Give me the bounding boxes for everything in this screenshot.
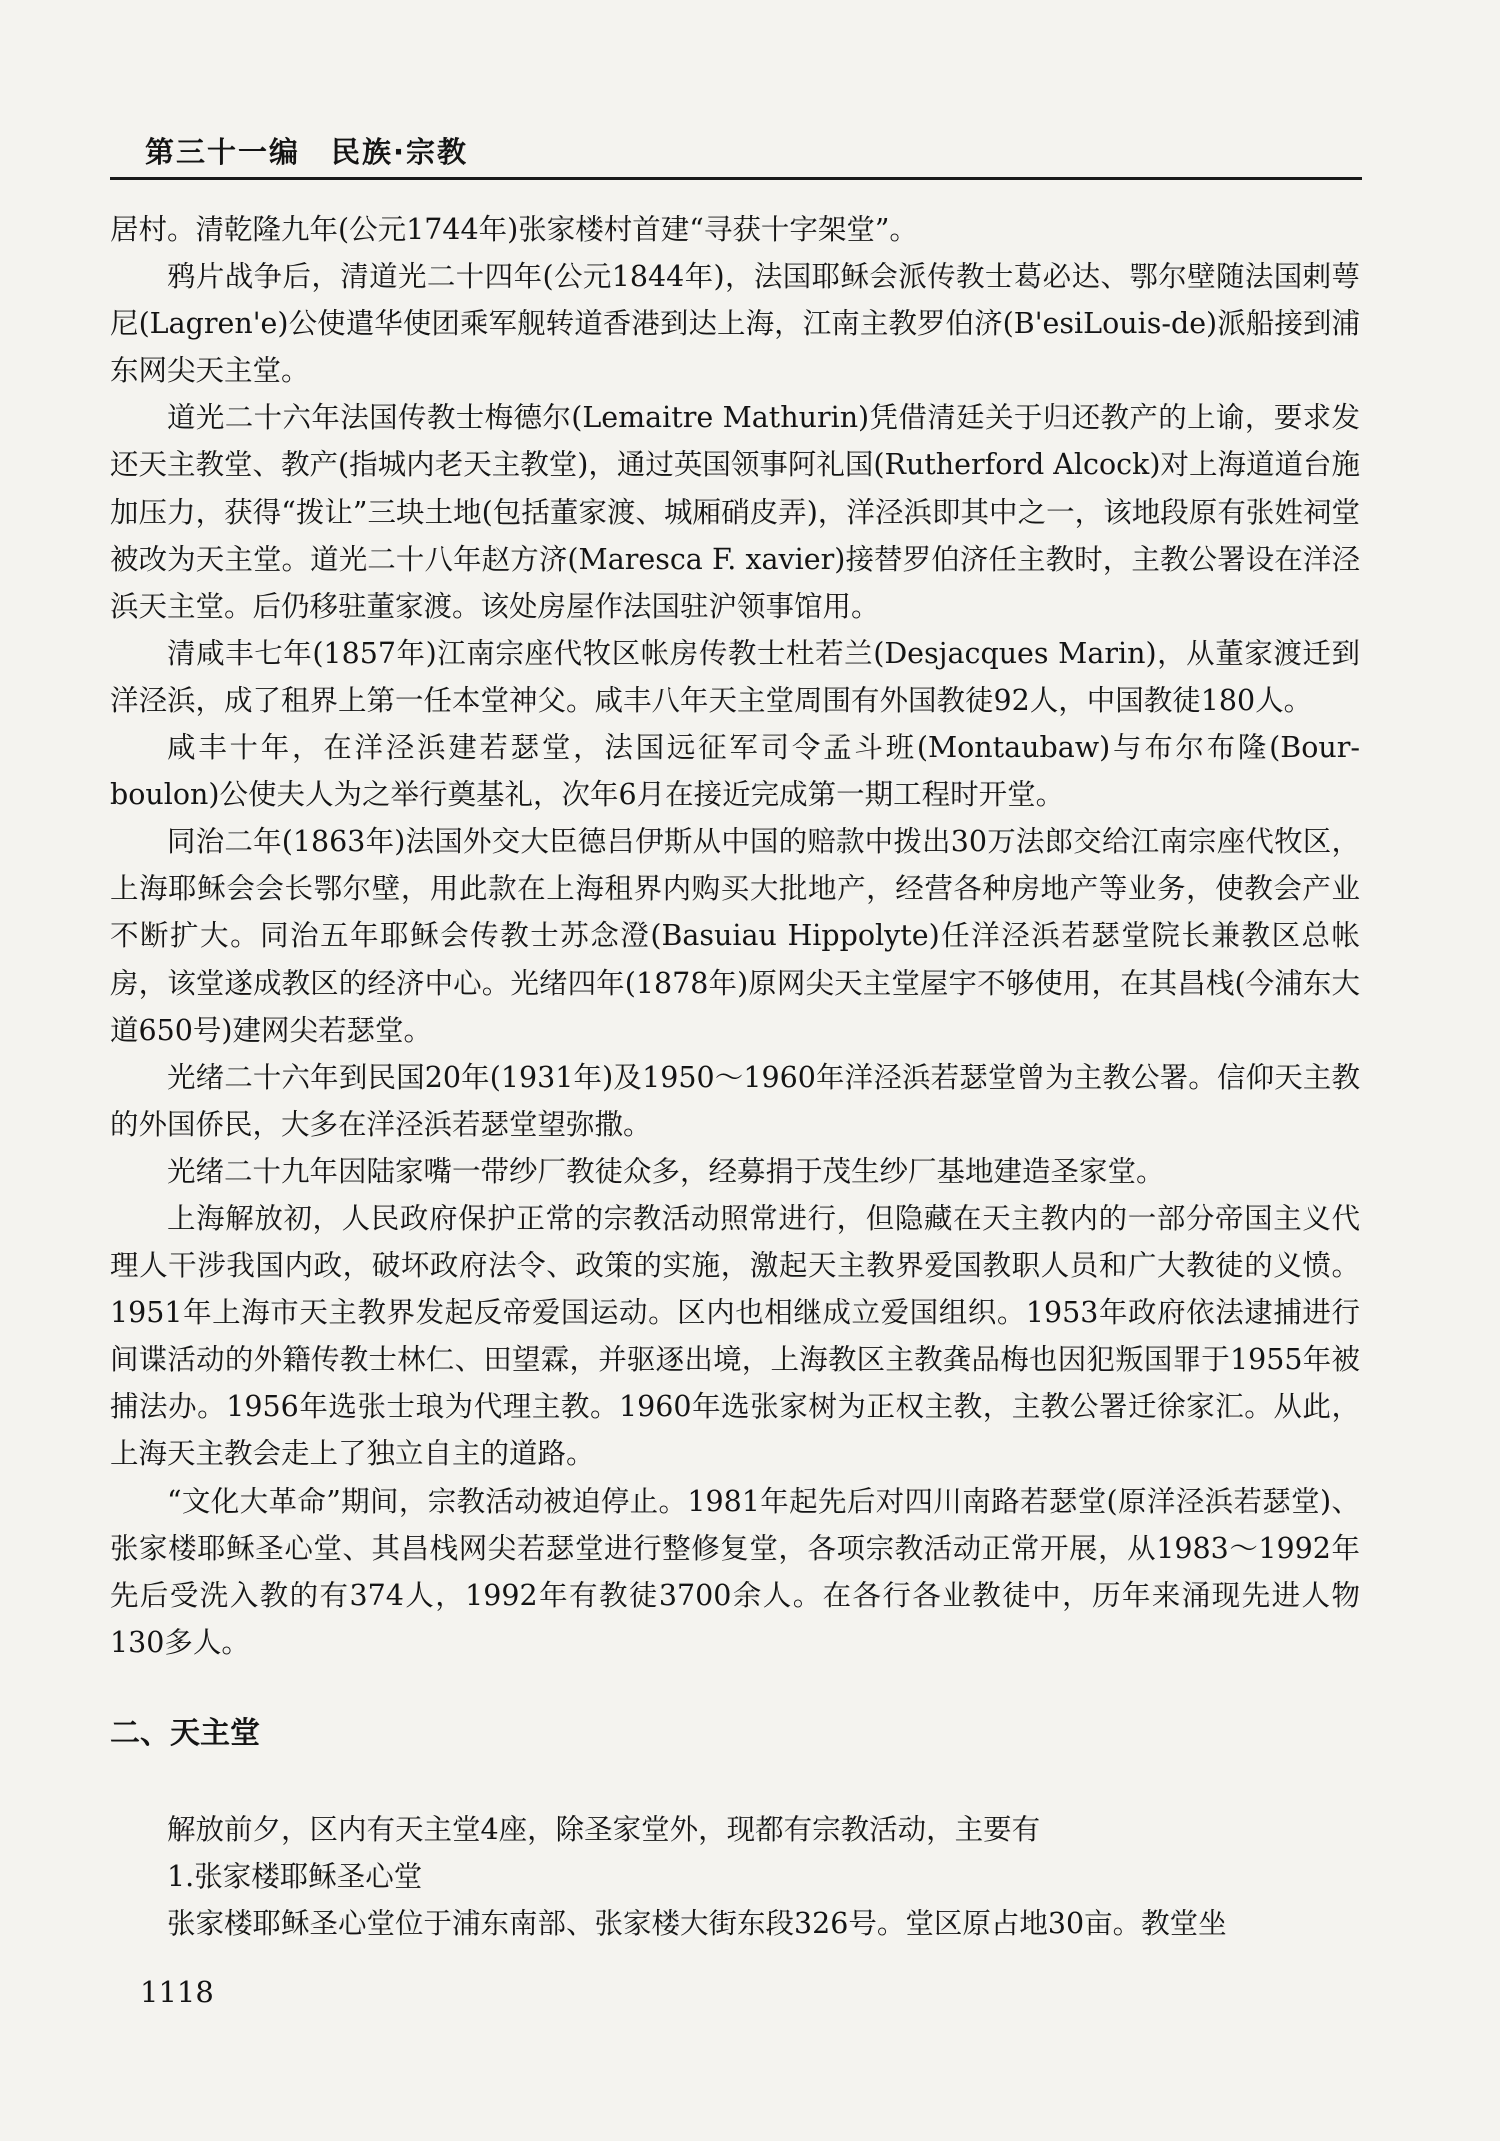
section-intro: 解放前夕，区内有天主堂4座，除圣家堂外，现都有宗教活动，主要有: [167, 1812, 1041, 1846]
running-header: 第三十一编 民族·宗教: [145, 135, 469, 169]
paragraph: 光绪二十九年因陆家嘴一带纱厂教徒众多，经募捐于茂生纱厂基地建造圣家堂。: [167, 1154, 1165, 1188]
subsection-title: 1.张家楼耶稣圣心堂: [167, 1860, 423, 1893]
paragraph: 清咸丰七年(1857年)江南宗座代牧区帐房传教士杜若兰(Desjacques Marin)，从董家渡迁到洋泾浜，成了租界上第一任本堂神父。咸丰八年天主堂周围有外国教徒92人，中国教徒180人。: [110, 636, 1360, 717]
paragraph: 咸丰十年，在洋泾浜建若瑟堂，法国远征军司令孟斗班(Montaubaw)与布尔布隆(Bour-boulon)公使夫人为之举行奠基礼，次年6月在接近完成第一期工程时开堂。: [110, 731, 1360, 812]
body-text: [110, 206, 1360, 1947]
section-heading: 二、天主堂: [110, 1715, 260, 1751]
paragraph: “文化大革命”期间，宗教活动被迫停止。1981年起先后对四川南路若瑟堂(原洋泾浜若瑟堂)、张家楼耶稣圣心堂、其昌栈网尖若瑟堂进行整修复堂，各项宗教活动正常开展，从1983～1992年先后受洗入教的有374人，1992年有教徒3700余人。在各行各业教徒中，历年来涌现先进人物130多人。: [110, 1484, 1360, 1659]
paragraph: 鸦片战争后，清道光二十四年(公元1844年)，法国耶稣会派传教士葛必达、鄂尔壁随法国剌萼尼(Lagren'e)公使遣华使团乘军舰转道香港到达上海，江南主教罗伯济(B'esiLouis-de)派船接到浦东网尖天主堂。: [110, 260, 1360, 388]
paragraph: 上海解放初，人民政府保护正常的宗教活动照常进行，但隐藏在天主教内的一部分帝国主义代理人干涉我国内政，破坏政府法令、政策的实施，激起天主教界爱国教职人员和广大教徒的义愤。1951年上海市天主教界发起反帝爱国运动。区内也相继成立爱国组织。1953年政府依法逮捕进行间谍活动的外籍传教士林仁、田望霖，并驱逐出境，上海教区主教龚品梅也因犯叛国罪于1955年被捕法办。1956年选张士琅为代理主教。1960年选张家树为正权主教，主教公署迁徐家汇。从此，上海天主教会走上了独立自主的道路。: [110, 1201, 1360, 1471]
paragraph: 道光二十六年法国传教士梅德尔(Lemaitre Mathurin)凭借清廷关于归还教产的上谕，要求发还天主教堂、教产(指城内老天主教堂)，通过英国领事阿礼国(Rutherford Alcock)对上海道道台施加压力，获得“拨让”三块土地(包括董家渡、城厢硝皮弄)，洋泾浜即其中之一，该地段原有张姓祠堂被改为天主堂。道光二十八年赵方济(Maresca F. xavier)接替罗伯济任主教时，主教公署设在洋泾浜天主堂。后仍移驻董家渡。该处房屋作法国驻沪领事馆用。: [110, 401, 1360, 623]
paragraph: 张家楼耶稣圣心堂位于浦东南部、张家楼大街东段326号。堂区原占地30亩。教堂坐: [167, 1907, 1227, 1941]
paragraph: 居村。清乾隆九年(公元1744年)张家楼村首建“寻获十字架堂”。: [110, 213, 918, 246]
paragraph: 同治二年(1863年)法国外交大臣德吕伊斯从中国的赔款中拨出30万法郎交给江南宗座代牧区，上海耶稣会会长鄂尔壁，用此款在上海租界内购买大批地产，经营各种房地产等业务，使教会产业不断扩大。同治五年耶稣会传教士苏念澄(Basuiau Hippolyte)任洋泾浜若瑟堂院长兼教区总帐房，该堂遂成教区的经济中心。光绪四年(1878年)原网尖天主堂屋宇不够使用，在其昌栈(今浦东大道650号)建网尖若瑟堂。: [110, 825, 1360, 1047]
paragraph: 光绪二十六年到民国20年(1931年)及1950～1960年洋泾浜若瑟堂曾为主教公署。信仰天主教的外国侨民，大多在洋泾浜若瑟堂望弥撒。: [110, 1060, 1360, 1141]
page-number: 1118: [140, 1975, 214, 2009]
header-rule: [110, 177, 1362, 180]
